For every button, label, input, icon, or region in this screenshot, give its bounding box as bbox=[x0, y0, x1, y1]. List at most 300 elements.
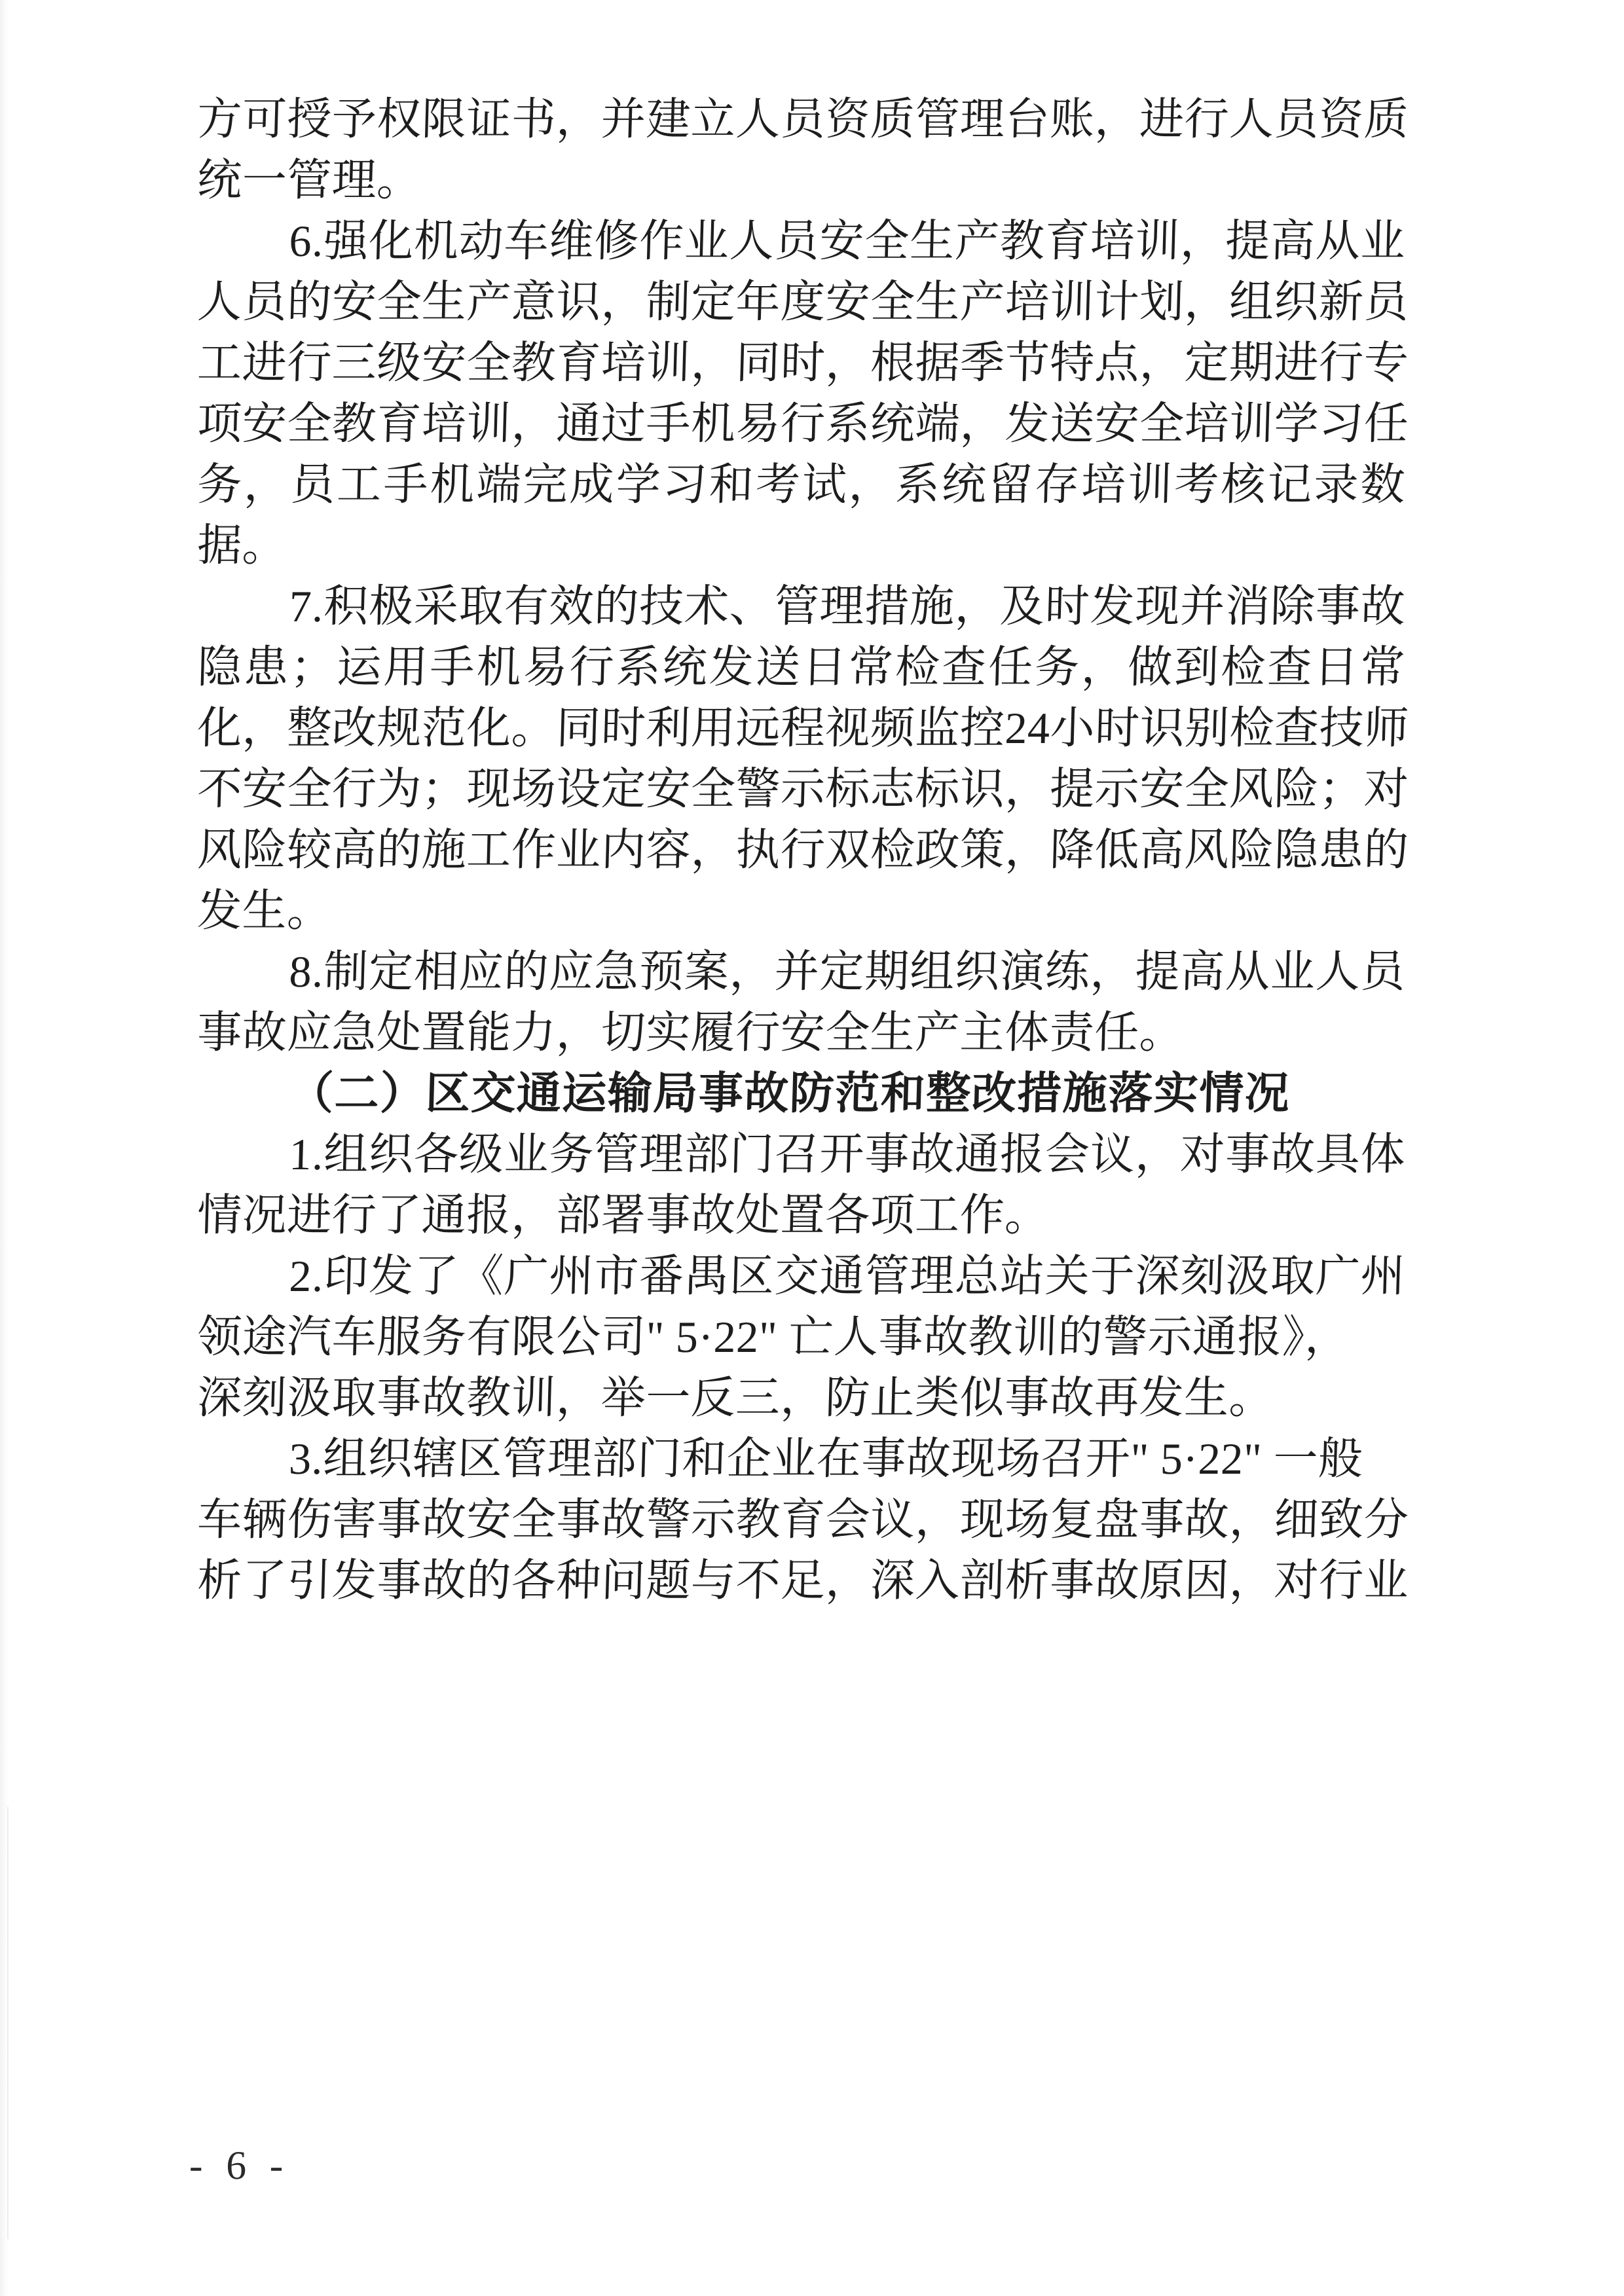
glyph: 取 bbox=[458, 581, 505, 631]
glyph: 检 bbox=[894, 642, 941, 692]
glyph: 业 bbox=[503, 1129, 550, 1179]
text-line bbox=[196, 1124, 1407, 1185]
scan-edge-line bbox=[7, 1807, 9, 2239]
glyph: ， bbox=[954, 581, 1001, 631]
glyph: 员 bbox=[773, 216, 821, 266]
glyph: 患 bbox=[1318, 825, 1365, 875]
glyph: 手 bbox=[382, 460, 430, 509]
glyph: 场 bbox=[510, 764, 557, 814]
glyph: 统 bbox=[941, 460, 987, 509]
glyph: 产 bbox=[954, 216, 1001, 266]
glyph: ， bbox=[1089, 947, 1136, 996]
glyph: 作 bbox=[510, 825, 557, 875]
glyph: 较 bbox=[286, 825, 333, 875]
glyph: 事 bbox=[1225, 1129, 1271, 1179]
glyph: ， bbox=[728, 947, 775, 996]
text-line bbox=[196, 576, 1407, 637]
glyph: 积 bbox=[323, 581, 369, 631]
glyph: 日 bbox=[801, 642, 848, 692]
glyph: ， bbox=[959, 399, 1006, 448]
glyph: 训 bbox=[1127, 460, 1173, 509]
text-line bbox=[196, 759, 1410, 820]
glyph: 从 bbox=[1314, 216, 1361, 266]
glyph: 育 bbox=[779, 1495, 826, 1544]
glyph: 员 bbox=[1273, 94, 1320, 144]
glyph: 学 bbox=[1273, 399, 1320, 448]
glyph: 故 bbox=[1269, 1129, 1316, 1179]
glyph: 员 bbox=[241, 277, 288, 327]
glyph: 练 bbox=[1044, 947, 1091, 996]
glyph: 远 bbox=[735, 703, 782, 753]
glyph: 引 bbox=[286, 1556, 333, 1605]
glyph: 的 bbox=[503, 947, 550, 996]
glyph: 应 bbox=[548, 947, 595, 996]
glyph: 隐 bbox=[196, 642, 243, 692]
glyph: 不 bbox=[735, 1556, 782, 1605]
glyph: 动 bbox=[458, 216, 505, 266]
glyph: 术 bbox=[683, 581, 730, 631]
glyph: 种 bbox=[555, 1556, 602, 1605]
glyph: 系 bbox=[894, 460, 941, 509]
glyph: 应 bbox=[458, 947, 505, 996]
glyph: 存 bbox=[1034, 460, 1080, 509]
glyph: 不 bbox=[196, 764, 243, 814]
glyph: 新 bbox=[1318, 277, 1365, 327]
glyph: 监 bbox=[914, 703, 961, 753]
glyph: 常 bbox=[847, 642, 895, 692]
glyph: 范 bbox=[420, 703, 468, 753]
glyph: 账 bbox=[1049, 94, 1096, 144]
glyph: 生 bbox=[914, 277, 961, 327]
glyph: 消 bbox=[1225, 581, 1271, 631]
glyph: 质 bbox=[869, 94, 916, 144]
glyph: 生 bbox=[420, 277, 468, 327]
glyph: ， bbox=[1004, 764, 1051, 814]
glyph: 警 bbox=[735, 764, 782, 814]
glyph: 警 bbox=[645, 1495, 692, 1544]
glyph: 行 bbox=[1318, 338, 1365, 388]
glyph: 的 bbox=[466, 1556, 512, 1605]
glyph: 维 bbox=[548, 216, 595, 266]
glyph: 安 bbox=[241, 399, 288, 448]
glyph: 检 bbox=[869, 825, 916, 875]
glyph: 机 bbox=[690, 399, 737, 448]
glyph: 据 bbox=[914, 338, 961, 388]
text-line bbox=[196, 1246, 1407, 1307]
glyph: 演 bbox=[999, 947, 1046, 996]
paragraph-indent bbox=[196, 576, 290, 637]
glyph: . bbox=[311, 216, 325, 266]
scan-edge-shadow bbox=[0, 0, 9, 2296]
glyph: ， bbox=[1179, 216, 1226, 266]
glyph: 修 bbox=[593, 216, 640, 266]
glyph: 到 bbox=[1173, 642, 1220, 692]
glyph: 的 bbox=[376, 825, 422, 875]
glyph: 规 bbox=[376, 703, 422, 753]
glyph: 常 bbox=[1359, 642, 1407, 692]
glyph: 业 bbox=[1363, 1556, 1410, 1605]
glyph: 了 bbox=[241, 1556, 288, 1605]
glyph: . bbox=[311, 581, 325, 631]
glyph: 管 bbox=[593, 1129, 640, 1179]
glyph: 和 bbox=[708, 460, 755, 509]
glyph: 通 bbox=[954, 1129, 1001, 1179]
glyph: 管 bbox=[914, 94, 961, 144]
glyph: 全 bbox=[286, 399, 333, 448]
glyph: 考 bbox=[1173, 460, 1220, 509]
glyph: 习 bbox=[661, 460, 709, 509]
glyph: 安 bbox=[819, 216, 866, 266]
glyph: 析 bbox=[1004, 1556, 1051, 1605]
glyph: 采 bbox=[413, 581, 460, 631]
glyph: 行 bbox=[568, 642, 616, 692]
glyph: 统 bbox=[869, 399, 916, 448]
text-line: 统一管理。 bbox=[196, 155, 422, 205]
glyph: 极 bbox=[368, 581, 415, 631]
glyph: 教 bbox=[999, 216, 1046, 266]
glyph: ， bbox=[241, 703, 288, 753]
glyph: 资 bbox=[824, 94, 872, 144]
glyph: 理 bbox=[909, 1251, 955, 1301]
glyph: 患 bbox=[243, 642, 289, 692]
page-number: - 6 - bbox=[189, 2143, 291, 2188]
glyph: 刻 bbox=[1179, 1251, 1226, 1301]
glyph: 的 bbox=[593, 581, 640, 631]
glyph: 致 bbox=[1318, 1495, 1365, 1544]
glyph: 书 bbox=[510, 94, 557, 144]
glyph: 各 bbox=[510, 1556, 557, 1605]
glyph: 2 bbox=[288, 1251, 313, 1301]
glyph: 务 bbox=[1034, 642, 1080, 692]
glyph: 学 bbox=[615, 460, 662, 509]
glyph: 训 bbox=[466, 399, 512, 448]
glyph: 时 bbox=[1094, 703, 1141, 753]
glyph: 习 bbox=[1318, 399, 1365, 448]
paragraph-indent bbox=[196, 941, 290, 1002]
glyph: 化 bbox=[466, 703, 512, 753]
glyph: 改 bbox=[331, 703, 378, 753]
glyph: 原 bbox=[1139, 1556, 1185, 1605]
glyph: 证 bbox=[466, 94, 512, 144]
glyph: 机 bbox=[475, 642, 523, 692]
glyph: 场 bbox=[1004, 1495, 1051, 1544]
glyph: 发 bbox=[708, 642, 755, 692]
glyph: 制 bbox=[645, 277, 692, 327]
text-line: 深刻汲取事故教训，举一反三，防止类似事故再发生。 bbox=[196, 1373, 1275, 1423]
glyph: 全 bbox=[864, 216, 910, 266]
glyph: 台 bbox=[1004, 94, 1051, 144]
glyph: 标 bbox=[824, 764, 872, 814]
glyph: 定 bbox=[819, 947, 866, 996]
glyph: 效 bbox=[548, 581, 595, 631]
glyph: 成 bbox=[568, 460, 616, 509]
glyph: 化 bbox=[196, 703, 243, 753]
glyph: 标 bbox=[914, 764, 961, 814]
text-line: 事故应急处置能力，切实履行安全生产主体责任。 bbox=[196, 1008, 1185, 1057]
glyph: 番 bbox=[638, 1251, 685, 1301]
glyph: 人 bbox=[735, 94, 782, 144]
glyph: 定 bbox=[368, 947, 415, 996]
glyph: 行 bbox=[1183, 94, 1230, 144]
glyph: 足 bbox=[779, 1556, 826, 1605]
glyph: 辆 bbox=[241, 1495, 288, 1544]
glyph: 数 bbox=[1359, 460, 1407, 509]
glyph: 记 bbox=[1266, 460, 1313, 509]
glyph: 点 bbox=[1094, 338, 1141, 388]
glyph: 报 bbox=[999, 1129, 1046, 1179]
glyph: 业 bbox=[683, 216, 730, 266]
glyph: 开 bbox=[819, 1129, 866, 1179]
glyph: 检 bbox=[1228, 703, 1276, 753]
glyph: 取 bbox=[1269, 1251, 1316, 1301]
glyph: 期 bbox=[1228, 338, 1275, 388]
glyph: 录 bbox=[1313, 460, 1360, 509]
glyph: 2 bbox=[1004, 703, 1029, 753]
glyph: 对 bbox=[1273, 1556, 1320, 1605]
glyph: 任 bbox=[987, 642, 1034, 692]
glyph: 剖 bbox=[959, 1556, 1006, 1605]
glyph: 故 bbox=[1094, 1556, 1141, 1605]
text-line bbox=[196, 698, 1410, 759]
glyph: 事 bbox=[1314, 581, 1361, 631]
glyph: 人 bbox=[1314, 947, 1361, 996]
glyph: 期 bbox=[864, 947, 910, 996]
glyph: 隐 bbox=[1273, 825, 1320, 875]
glyph: 送 bbox=[1049, 399, 1096, 448]
glyph: 事 bbox=[864, 1129, 910, 1179]
glyph: 行 bbox=[779, 399, 826, 448]
text-line: 领途汽车服务有限公司" 5·22" 亡人事故教训的警示通报》， bbox=[196, 1312, 1351, 1362]
glyph: 4 bbox=[1027, 703, 1051, 753]
glyph: 织 bbox=[368, 1129, 415, 1179]
glyph: 产 bbox=[959, 277, 1006, 327]
glyph: 关 bbox=[1044, 1251, 1091, 1301]
glyph: 进 bbox=[1139, 94, 1185, 144]
glyph: 进 bbox=[241, 338, 288, 388]
glyph: 示 bbox=[779, 764, 826, 814]
text-line bbox=[196, 89, 1410, 150]
glyph: 为 bbox=[376, 764, 422, 814]
glyph: 检 bbox=[1220, 642, 1266, 692]
glyph: 训 bbox=[645, 338, 692, 388]
glyph: 意 bbox=[510, 277, 557, 327]
glyph: 门 bbox=[728, 1129, 775, 1179]
glyph: 高 bbox=[331, 825, 378, 875]
glyph: 训 bbox=[1134, 216, 1181, 266]
glyph: 频 bbox=[869, 703, 916, 753]
glyph: 同 bbox=[555, 703, 602, 753]
glyph: 事 bbox=[1049, 1556, 1096, 1605]
glyph: 任 bbox=[1363, 399, 1410, 448]
glyph: 织 bbox=[954, 947, 1001, 996]
glyph: 管 bbox=[864, 1251, 910, 1301]
glyph: 务 bbox=[548, 1129, 595, 1179]
text-line: 发生。 bbox=[196, 886, 333, 936]
glyph: 程 bbox=[779, 703, 826, 753]
glyph: 全 bbox=[376, 277, 422, 327]
glyph: 车 bbox=[196, 1495, 243, 1544]
glyph: 训 bbox=[1049, 277, 1096, 327]
glyph: 育 bbox=[376, 399, 422, 448]
glyph: 理 bbox=[819, 581, 866, 631]
glyph: 发 bbox=[331, 1556, 378, 1605]
glyph: 6 bbox=[288, 216, 313, 266]
glyph: ， bbox=[1080, 642, 1127, 692]
section-heading-line: （二）区交通运输局事故防范和整改措施落实情况 bbox=[288, 1068, 1291, 1118]
glyph: 相 bbox=[413, 947, 460, 996]
glyph: 人 bbox=[728, 216, 775, 266]
text-line bbox=[196, 1550, 1410, 1611]
glyph: 从 bbox=[1225, 947, 1271, 996]
glyph: 训 bbox=[1228, 399, 1275, 448]
glyph: 总 bbox=[954, 1251, 1001, 1301]
glyph: 师 bbox=[1363, 703, 1410, 753]
glyph: 务 bbox=[196, 460, 243, 509]
glyph: 系 bbox=[824, 399, 872, 448]
glyph: 过 bbox=[600, 399, 647, 448]
glyph: 整 bbox=[286, 703, 333, 753]
glyph: 视 bbox=[824, 703, 872, 753]
glyph: 教 bbox=[735, 1495, 782, 1544]
glyph: 发 bbox=[1089, 581, 1136, 631]
glyph: 管 bbox=[773, 581, 821, 631]
glyph: 禺 bbox=[683, 1251, 730, 1301]
glyph: 建 bbox=[645, 94, 692, 144]
glyph: 急 bbox=[593, 947, 640, 996]
paragraph-indent bbox=[196, 211, 290, 272]
glyph: 工 bbox=[336, 460, 383, 509]
glyph: 手 bbox=[645, 399, 692, 448]
glyph: 查 bbox=[1274, 703, 1320, 753]
glyph: ， bbox=[555, 94, 602, 144]
glyph: ， bbox=[510, 399, 557, 448]
glyph: 度 bbox=[779, 277, 826, 327]
glyph: 计 bbox=[1094, 277, 1141, 327]
glyph: 提 bbox=[1225, 216, 1271, 266]
glyph: 育 bbox=[1044, 216, 1091, 266]
glyph: 全 bbox=[690, 764, 737, 814]
glyph: 体 bbox=[1359, 1129, 1407, 1179]
glyph: 端 bbox=[475, 460, 523, 509]
glyph: 设 bbox=[555, 764, 602, 814]
glyph: 员 bbox=[1363, 277, 1410, 327]
glyph: 的 bbox=[1363, 825, 1410, 875]
glyph: 提 bbox=[1049, 764, 1096, 814]
glyph: 员 bbox=[779, 94, 826, 144]
glyph: 事 bbox=[376, 1495, 422, 1544]
glyph: 限 bbox=[420, 94, 468, 144]
glyph: 会 bbox=[824, 1495, 872, 1544]
glyph: 议 bbox=[869, 1495, 916, 1544]
glyph: 安 bbox=[241, 764, 288, 814]
glyph: 时 bbox=[600, 703, 647, 753]
glyph: 理 bbox=[638, 1129, 685, 1179]
glyph: 识 bbox=[555, 277, 602, 327]
glyph: 现 bbox=[466, 764, 512, 814]
glyph: 试 bbox=[801, 460, 848, 509]
glyph: 深 bbox=[1134, 1251, 1181, 1301]
glyph: 识 bbox=[959, 764, 1006, 814]
text-line bbox=[196, 637, 1407, 698]
text-line bbox=[196, 1489, 1410, 1550]
glyph: 及 bbox=[999, 581, 1046, 631]
glyph: 根 bbox=[869, 338, 916, 388]
glyph: 。 bbox=[510, 703, 557, 753]
glyph: 策 bbox=[959, 825, 1006, 875]
glyph: 政 bbox=[914, 825, 961, 875]
glyph: 内 bbox=[600, 825, 647, 875]
glyph: 端 bbox=[914, 399, 961, 448]
glyph: 专 bbox=[1363, 338, 1410, 388]
glyph: 了 bbox=[413, 1251, 460, 1301]
glyph: 节 bbox=[1004, 338, 1051, 388]
glyph: ， bbox=[690, 825, 737, 875]
glyph: 业 bbox=[1359, 216, 1407, 266]
glyph: ， bbox=[1228, 1556, 1275, 1605]
glyph: 留 bbox=[987, 460, 1034, 509]
glyph: 组 bbox=[1228, 277, 1275, 327]
glyph: 伤 bbox=[286, 1495, 333, 1544]
glyph: 广 bbox=[503, 1251, 550, 1301]
glyph: 现 bbox=[959, 1495, 1006, 1544]
glyph: 资 bbox=[1318, 94, 1365, 144]
glyph: 用 bbox=[690, 703, 737, 753]
glyph: 级 bbox=[376, 338, 422, 388]
glyph: 故 bbox=[909, 1129, 955, 1179]
glyph: 有 bbox=[503, 581, 550, 631]
glyph: 高 bbox=[1179, 947, 1226, 996]
glyph: 措 bbox=[864, 581, 910, 631]
glyph: 立 bbox=[690, 94, 737, 144]
glyph: 现 bbox=[1134, 581, 1181, 631]
glyph: 风 bbox=[196, 825, 243, 875]
glyph: 作 bbox=[638, 216, 685, 266]
glyph: 并 bbox=[773, 947, 821, 996]
glyph: 安 bbox=[1139, 764, 1185, 814]
glyph: 培 bbox=[1080, 460, 1127, 509]
glyph: 统 bbox=[661, 642, 709, 692]
glyph: 故 bbox=[1359, 581, 1407, 631]
glyph: 各 bbox=[413, 1129, 460, 1179]
glyph: 除 bbox=[1269, 581, 1316, 631]
glyph: 印 bbox=[323, 1251, 369, 1301]
glyph: 与 bbox=[690, 1556, 737, 1605]
glyph: 害 bbox=[331, 1495, 378, 1544]
glyph: 分 bbox=[1363, 1495, 1410, 1544]
glyph: 8 bbox=[288, 947, 313, 996]
glyph: 特 bbox=[1049, 338, 1096, 388]
glyph: 技 bbox=[1318, 703, 1365, 753]
glyph: 险 bbox=[241, 825, 288, 875]
glyph: 安 bbox=[824, 277, 872, 327]
glyph: 查 bbox=[941, 642, 987, 692]
glyph: 方 bbox=[196, 94, 243, 144]
glyph: 州 bbox=[548, 1251, 595, 1301]
glyph: ， bbox=[1228, 1495, 1275, 1544]
glyph: 育 bbox=[555, 338, 602, 388]
glyph: ， bbox=[1139, 338, 1185, 388]
glyph: 7 bbox=[288, 581, 313, 631]
paragraph-indent bbox=[196, 1124, 290, 1185]
glyph: 交 bbox=[773, 1251, 821, 1301]
text-line bbox=[196, 272, 1410, 333]
glyph: 业 bbox=[555, 825, 602, 875]
glyph: 机 bbox=[429, 460, 476, 509]
glyph: ， bbox=[824, 338, 872, 388]
text-line: 3.组织辖区管理部门和企业在事故现场召开" 5·22" 一般 bbox=[288, 1434, 1364, 1484]
glyph: 做 bbox=[1127, 642, 1173, 692]
glyph: ， bbox=[1094, 94, 1141, 144]
